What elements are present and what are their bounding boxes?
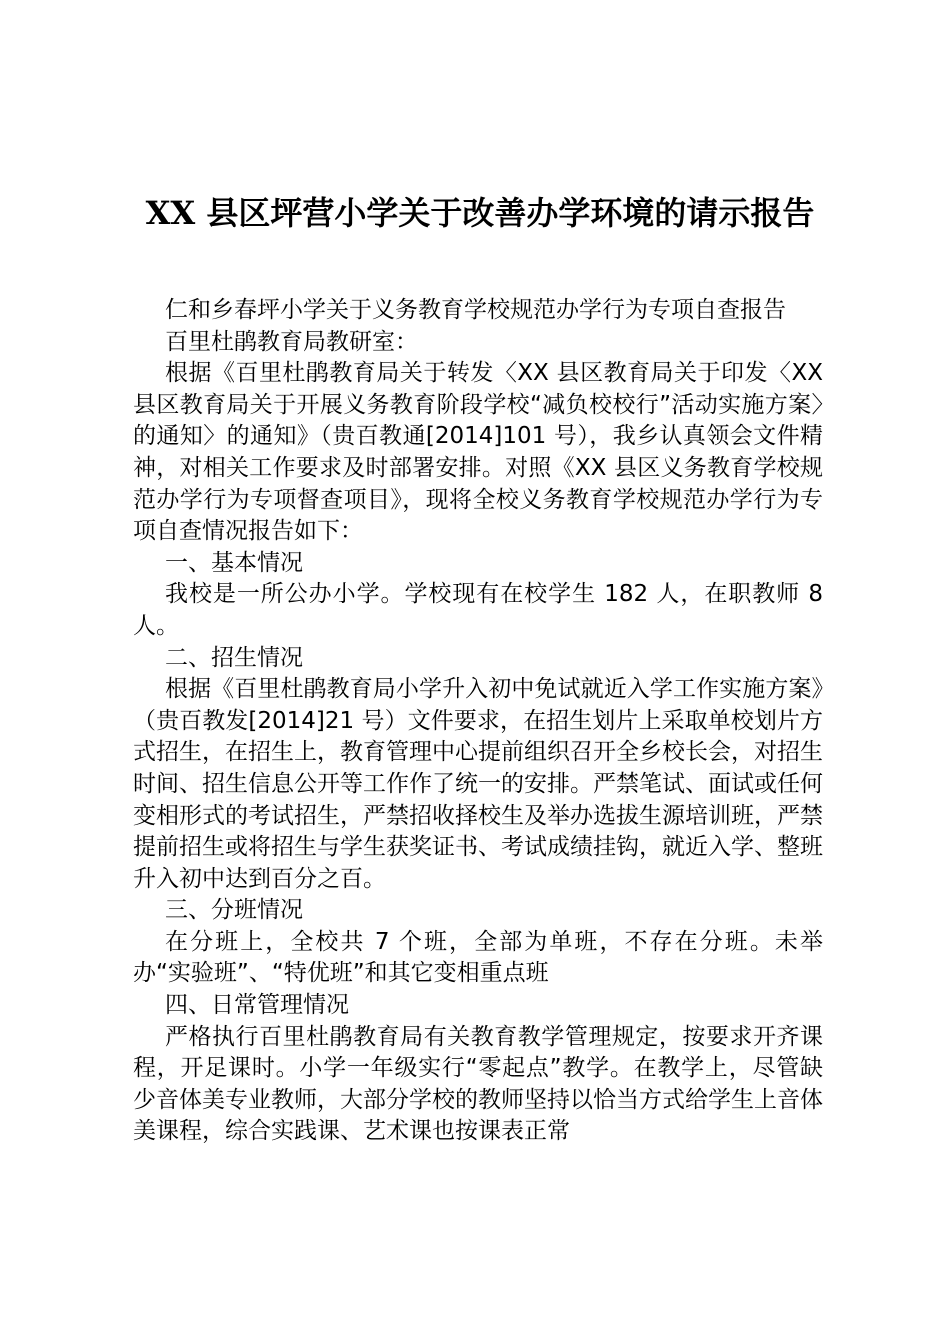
section-heading-enrollment: 二、招生情况 <box>165 644 303 671</box>
salutation-paragraph: 百里杜鹃教育局教研室： <box>165 328 418 355</box>
section-heading-management: 四、日常管理情况 <box>165 992 349 1019</box>
section-heading-basic: 一、基本情况 <box>165 549 303 576</box>
basic-info-paragraph: 我校是一所公办小学。学校现有在校学生 182 人，在职教师 8 人。 <box>133 581 823 639</box>
subtitle-paragraph: 仁和乡春坪小学关于义务教育学校规范办学行为专项自查报告 <box>165 297 786 323</box>
management-paragraph: 严格执行百里杜鹃教育局有关教育教学管理规定，按要求开齐课程，开足课时。小学一年级实行“零起点”教学。在教学上，尽管缺少音体美专业教师，大部分学校的教师坚持以恰当方式给学生上音体美课程，综合实践课、艺术课也按课表正常 <box>133 1023 823 1145</box>
enrollment-paragraph: 根据《百里杜鹃教育局小学升入初中免试就近入学工作实施方案》（贵百教发[2014]21 号）文件要求，在招生划片上采取单校划片方式招生，在招生上，教育管理中心提前组织召开全乡校长会，对招生时间、招生信息公开等工作作了统一的安排。严禁笔试、面试或任何变相形式的考试招生，严禁招收择校生及举办选拔生源培训班，严禁提前招生或将招生与学生获奖证书、考试成绩挂钩，就近入学、整班升入初中达到百分之百。 <box>133 676 823 892</box>
section-heading-classes: 三、分班情况 <box>165 897 303 924</box>
intro-paragraph: 根据《百里杜鹃教育局关于转发〈XX 县区教育局关于印发〈XX 县区教育局关于开展义务教育阶段学校“减负校校行”活动实施方案〉的通知〉的通知》（贵百教通[2014]101 号），我乡认真领会文件精神，对相关工作要求及时部署安排。对照《XX 县区义务教育学校规范办学行为专项督查项目》，现将全校义务教育学校规范办学行为专项自查情况报告如下： <box>133 360 823 545</box>
classes-paragraph: 在分班上，全校共 7 个班，全部为单班，不存在分班。未举办“实验班”、“特优班”和其它变相重点班 <box>133 928 823 987</box>
document-title: XX 县区坪营小学关于改善办学环境的请示报告 <box>145 194 815 232</box>
document-body <box>133 295 823 1148</box>
